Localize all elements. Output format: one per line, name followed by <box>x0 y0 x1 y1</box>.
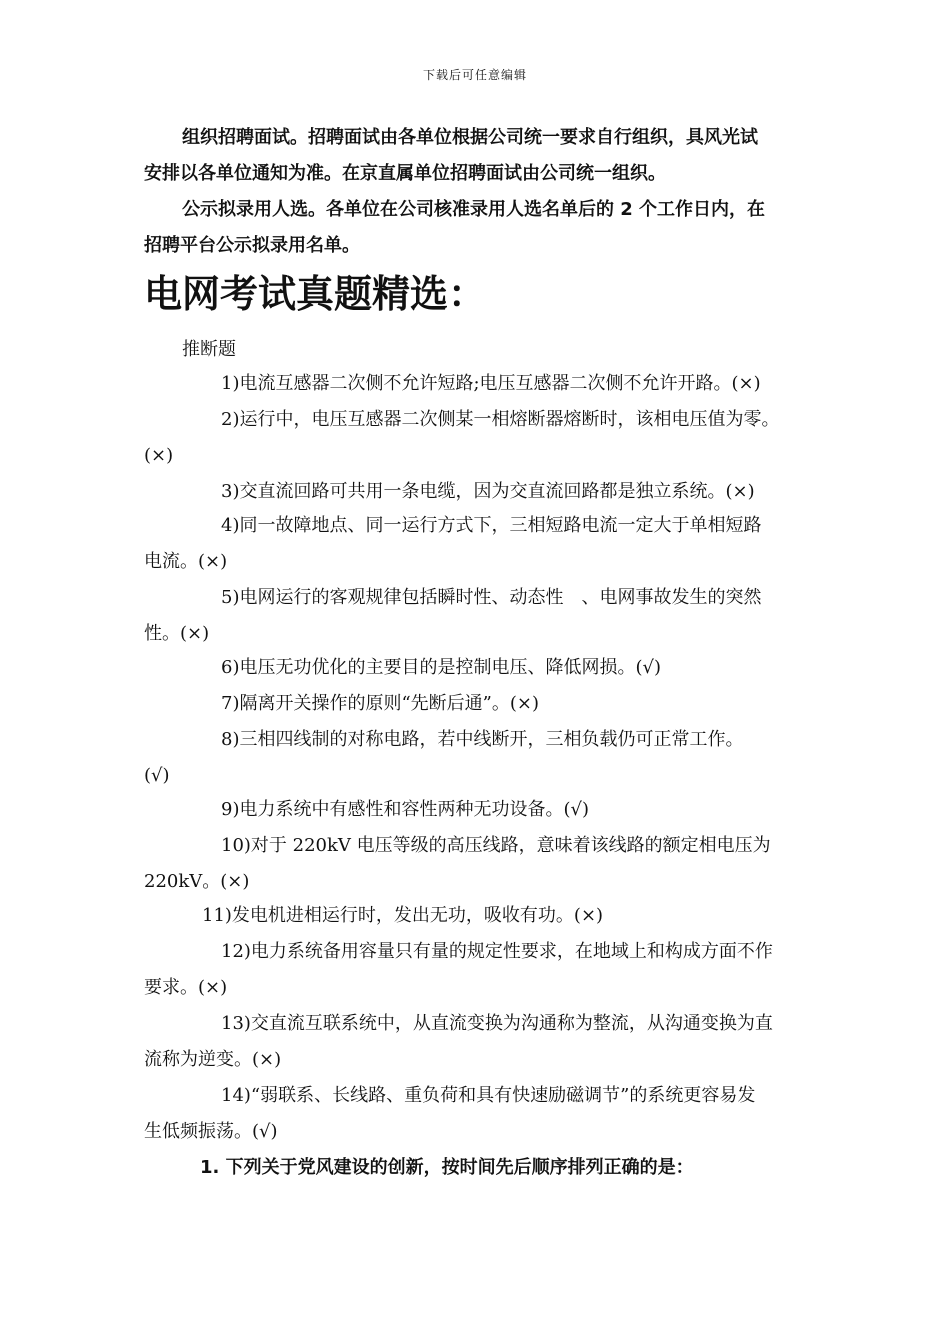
list-item-text: 7)隔离开关操作的原则“先断后通”。(×) <box>221 693 540 714</box>
list-item-text: 6)电压无功优化的主要目的是控制电压、降低网损。(√) <box>221 657 661 678</box>
intro-paragraph-1 <box>144 120 809 192</box>
list-item-text: 13)交直流互联系统中，从直流变换为沟通称为整流，从沟通变换为直 <box>221 1013 773 1034</box>
list-item <box>144 1006 824 1078</box>
list-item <box>144 650 824 686</box>
list-item-text-cont: 220kV。(×) <box>144 871 250 892</box>
list-item-text: 1)电流互感器二次侧不允许短路;电压互感器二次侧不允许开路。(×) <box>221 373 761 394</box>
intro-paragraph-1-line-1: 组织招聘面试。招聘面试由各单位根据公司统一要求自行组织，具风光试 <box>182 127 758 148</box>
intro-paragraph-2-line-1: 公示拟录用人选。各单位在公司核准录用人选名单后的 2 个工作日内，在 <box>182 199 766 220</box>
list-item-text: 10)对于 220kV 电压等级的高压线路，意味着该线路的额定相电压为 <box>221 835 771 856</box>
list-item-text: 4)同一故障地点、同一运行方式下，三相短路电流一定大于单相短路 <box>221 515 762 536</box>
list-item-text: 14)“弱联系、长线路、重负荷和具有快速励磁调节”的系统更容易发 <box>221 1085 756 1106</box>
list-item <box>144 474 824 510</box>
list-item-text: 12)电力系统备用容量只有量的规定性要求，在地域上和构成方面不作 <box>221 941 773 962</box>
list-item-text: 3)交直流回路可共用一条电缆，因为交直流回路都是独立系统。(×) <box>221 481 755 502</box>
list-item <box>144 722 824 794</box>
list-item-text: 11)发电机进相运行时，发出无功，吸收有功。(×) <box>202 905 604 926</box>
list-item <box>144 366 824 402</box>
list-item-text-cont: 生低频振荡。(√) <box>144 1121 278 1142</box>
list-item <box>144 508 824 580</box>
list-item-text: 8)三相四线制的对称电路，若中线断开，三相负载仍可正常工作。 <box>221 729 744 750</box>
list-item <box>144 686 824 722</box>
page-title: 电网考试真题精选： <box>144 272 487 316</box>
list-item-text-cont: (×) <box>144 445 174 466</box>
list-item-text-cont: 电流。(×) <box>144 551 228 572</box>
list-item <box>144 898 824 934</box>
intro-paragraph-2 <box>144 192 809 264</box>
section-heading: 推断题 <box>182 339 236 360</box>
list-item-text-cont: 流称为逆变。(×) <box>144 1049 282 1070</box>
list-item-text: 2)运行中，电压互感器二次侧某一相熔断器熔断时，该相电压值为零。 <box>221 409 780 430</box>
intro-paragraph-2-line-2: 招聘平台公示拟录用名单。 <box>144 235 360 256</box>
list-item-text-cont: (√) <box>144 765 170 786</box>
list-item <box>144 934 824 1006</box>
list-item-text-cont: 要求。(×) <box>144 977 228 998</box>
list-item <box>144 402 824 474</box>
list-item-text-cont: 性。(×) <box>144 623 210 644</box>
list-item-text: 9)电力系统中有感性和容性两种无功设备。(√) <box>221 799 589 820</box>
question-1: 1. 下列关于党风建设的创新，按时间先后顺序排列正确的是： <box>200 1157 694 1178</box>
list-item <box>144 828 824 900</box>
intro-paragraph-1-line-2: 安排以各单位通知为准。在京直属单位招聘面试由公司统一组织。 <box>144 163 666 184</box>
list-item <box>144 792 824 828</box>
list-item <box>144 1078 824 1150</box>
page-header: 下载后可任意编辑 <box>422 68 527 82</box>
list-item-text: 5)电网运行的客观规律包括瞬时性、动态性 、电网事故发生的突然 <box>221 587 762 608</box>
list-item <box>144 580 824 652</box>
